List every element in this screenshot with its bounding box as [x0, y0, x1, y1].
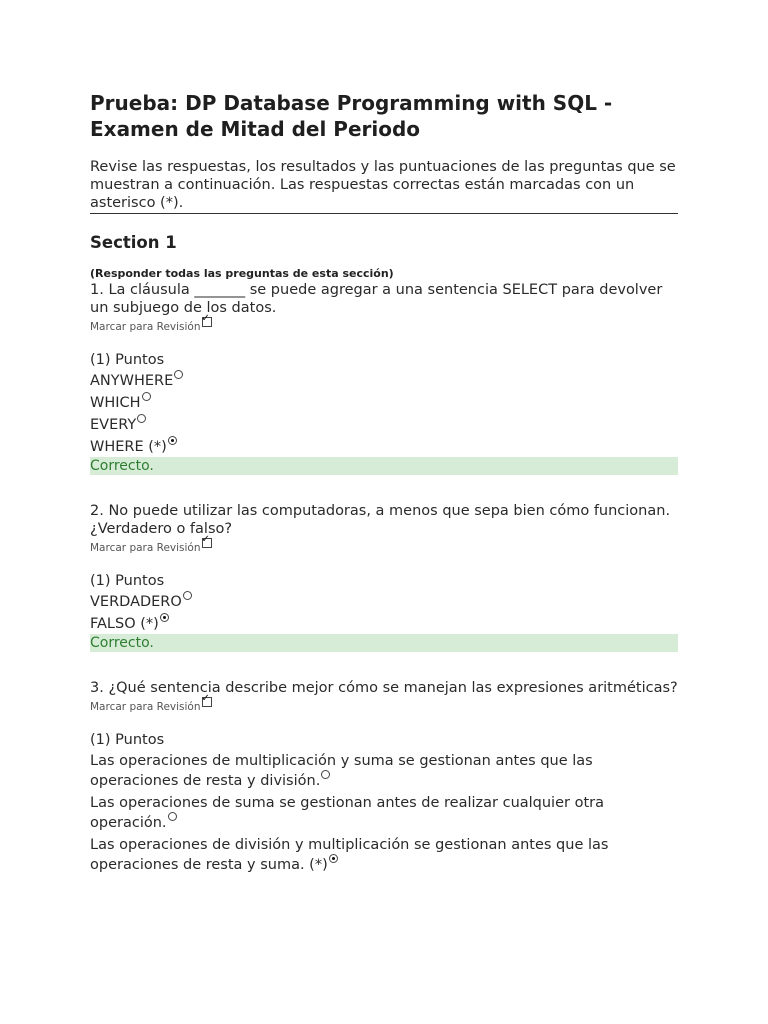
- radio-button[interactable]: [142, 392, 151, 401]
- mark-for-review-checkbox[interactable]: [202, 697, 212, 707]
- radio-button[interactable]: [321, 770, 330, 779]
- question-2: [90, 502, 678, 652]
- mark-for-review: [90, 700, 678, 714]
- question-text: 2. No puede utilizar las computadoras, a menos que sepa bien cómo funcionan. ¿Verdadero o falso?: [90, 503, 671, 537]
- intro-text: Revise las respuestas, los resultados y las puntuaciones de las preguntas que se muestran a continuación. Las respuestas correctas están marcadas con un asterisco (*).: [90, 158, 678, 214]
- answer-option-label: ANYWHERE: [90, 373, 174, 389]
- radio-button[interactable]: [174, 370, 183, 379]
- answer-option-label: VERDADERO: [90, 594, 182, 610]
- question-text: 3. ¿Qué sentencia describe mejor cómo se manejan las expresiones aritméticas?: [90, 680, 678, 696]
- answer-option-label: FALSO (*): [90, 616, 159, 632]
- mark-for-review-checkbox[interactable]: [202, 317, 212, 327]
- mark-for-review-label: Marcar para Revisión: [90, 321, 201, 333]
- section-instructions: (Responder todas las preguntas de esta sección): [90, 267, 394, 280]
- answer-option-label: EVERY: [90, 417, 137, 433]
- radio-button[interactable]: [168, 812, 177, 821]
- mark-for-review: [90, 320, 678, 334]
- answer-option: [90, 393, 678, 413]
- answer-option-label: Las operaciones de división y multiplicación se gestionan antes que las operaciones de resta y suma. (*): [90, 837, 609, 873]
- answer-option: [90, 614, 678, 634]
- mark-for-review-label: Marcar para Revisión: [90, 542, 201, 554]
- points-label: (1) Puntos: [90, 732, 165, 748]
- feedback-correct: Correcto.: [90, 634, 678, 652]
- section-title: Section 1: [90, 233, 177, 252]
- answer-option-label: Las operaciones de suma se gestionan antes de realizar cualquier otra operación.: [90, 795, 604, 831]
- points-label: (1) Puntos: [90, 573, 165, 589]
- answer-option: [90, 835, 678, 875]
- question-text: 1. La cláusula _______ se puede agregar a una sentencia SELECT para devolver un subjuego de los datos.: [90, 282, 663, 316]
- answer-option: [90, 751, 678, 791]
- answer-option: [90, 371, 678, 391]
- mark-for-review-checkbox[interactable]: [202, 538, 212, 548]
- answer-option-label: Las operaciones de multiplicación y suma se gestionan antes que las operaciones de resta y división.: [90, 753, 593, 789]
- radio-button-selected[interactable]: [168, 436, 177, 445]
- page-title: Prueba: DP Database Programming with SQL - Examen de Mitad del Periodo: [90, 91, 613, 141]
- answer-option-label: WHERE (*): [90, 439, 167, 455]
- answer-option: [90, 793, 678, 833]
- answer-option-label: WHICH: [90, 395, 141, 411]
- mark-for-review: [90, 541, 678, 555]
- feedback-correct: Correcto.: [90, 457, 678, 475]
- mark-for-review-label: Marcar para Revisión: [90, 701, 201, 713]
- points-label: (1) Puntos: [90, 352, 165, 368]
- radio-button[interactable]: [137, 414, 146, 423]
- question-1: [90, 281, 678, 475]
- radio-button-selected[interactable]: [329, 854, 338, 863]
- radio-button-selected[interactable]: [160, 613, 169, 622]
- radio-button[interactable]: [183, 591, 192, 600]
- answer-option: [90, 415, 678, 435]
- answer-option: [90, 437, 678, 457]
- answer-option: [90, 592, 678, 612]
- quiz-review-page: [90, 90, 678, 875]
- question-3: [90, 679, 678, 875]
